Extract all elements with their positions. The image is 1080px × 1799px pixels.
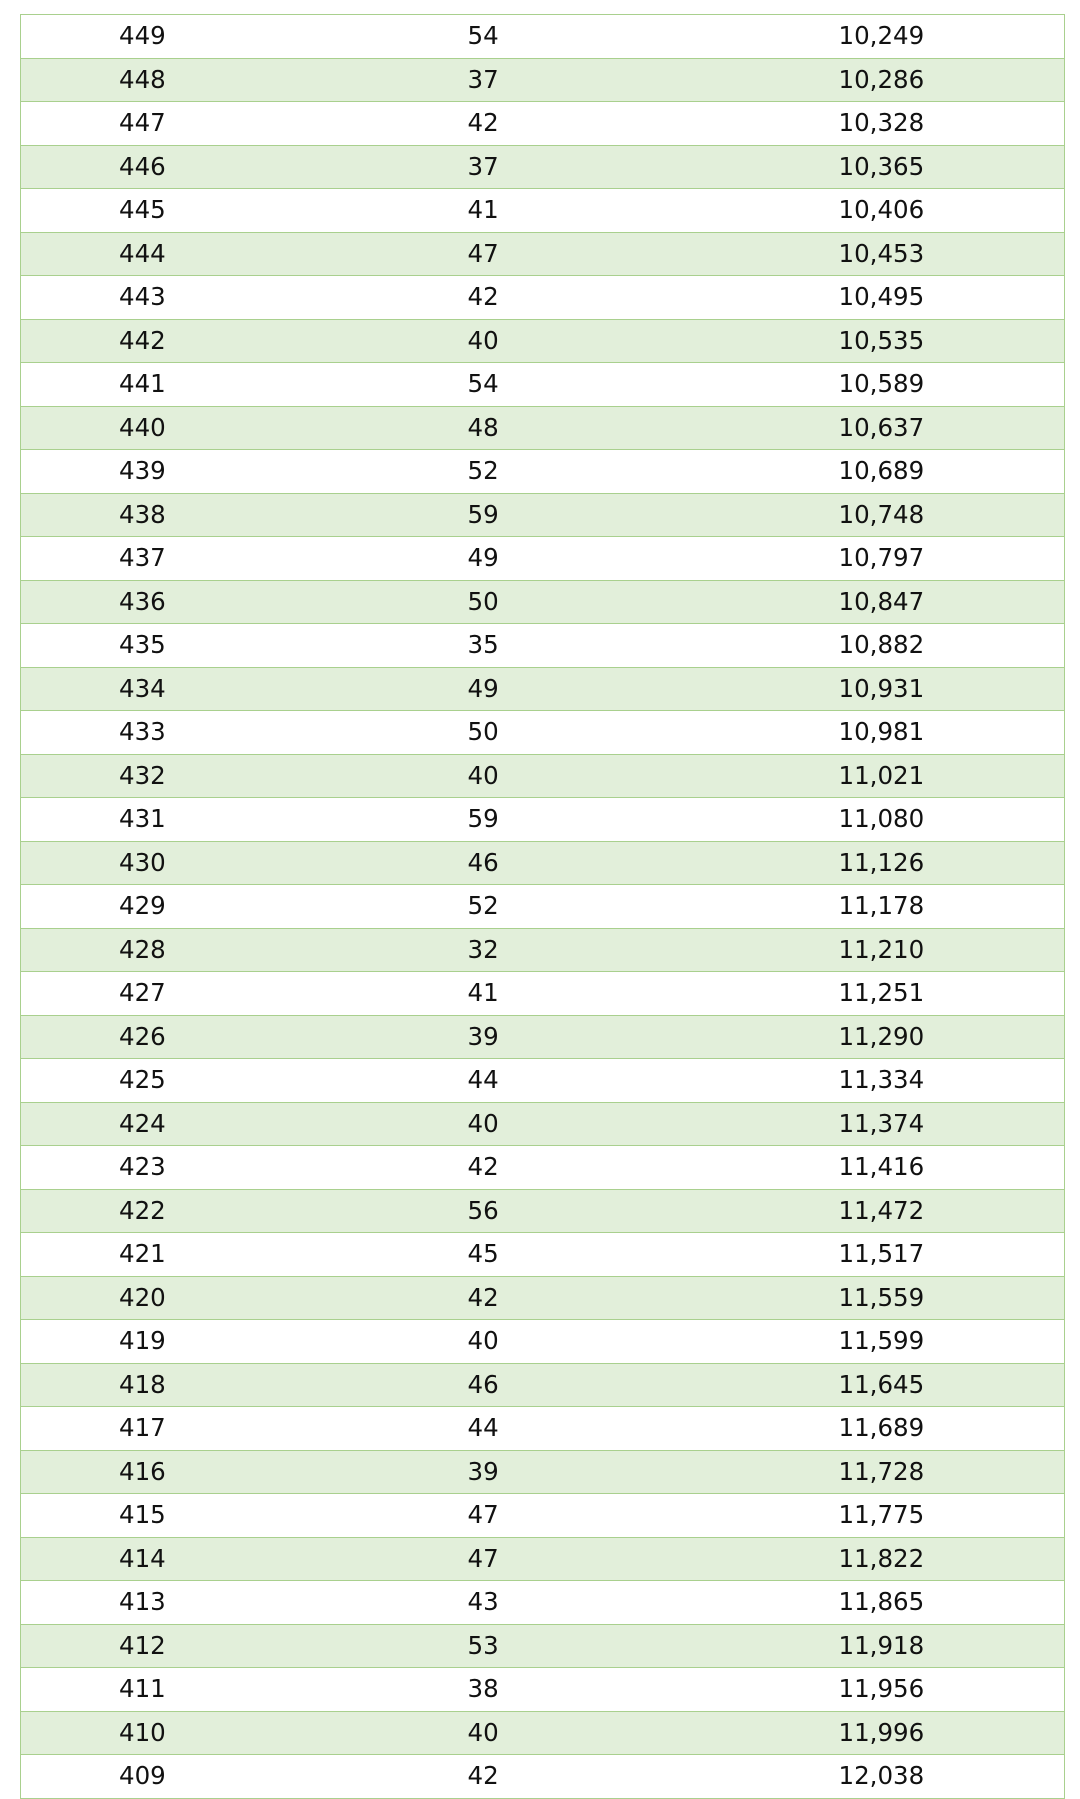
table-cell-col-2: 41 (264, 972, 661, 1016)
table-cell-col-2: 59 (264, 798, 661, 842)
table-cell-col-1: 430 (21, 841, 264, 885)
table-cell-col-3: 11,080 (661, 798, 1065, 842)
table-row (21, 363, 1065, 407)
table-cell-col-2: 47 (264, 1537, 661, 1581)
table-cell-col-3: 10,249 (661, 15, 1065, 59)
data-table (20, 14, 1065, 1799)
table-cell-col-1: 411 (21, 1668, 264, 1712)
table-cell-col-3: 11,822 (661, 1537, 1065, 1581)
table-cell-col-3: 10,535 (661, 319, 1065, 363)
table-row (21, 145, 1065, 189)
table-cell-col-1: 414 (21, 1537, 264, 1581)
table-row (21, 1102, 1065, 1146)
table-cell-col-1: 435 (21, 624, 264, 668)
table-cell-col-1: 433 (21, 711, 264, 755)
table-row (21, 972, 1065, 1016)
table-row (21, 754, 1065, 798)
table-cell-col-2: 37 (264, 58, 661, 102)
table-row (21, 841, 1065, 885)
table-cell-col-3: 10,847 (661, 580, 1065, 624)
table-cell-col-1: 424 (21, 1102, 264, 1146)
table-cell-col-3: 11,956 (661, 1668, 1065, 1712)
table-cell-col-1: 439 (21, 450, 264, 494)
table-cell-col-2: 59 (264, 493, 661, 537)
table-cell-col-3: 11,334 (661, 1059, 1065, 1103)
table-cell-col-2: 49 (264, 537, 661, 581)
table-row (21, 928, 1065, 972)
table-cell-col-2: 54 (264, 363, 661, 407)
table-cell-col-3: 11,775 (661, 1494, 1065, 1538)
table-cell-col-1: 437 (21, 537, 264, 581)
table-cell-col-1: 417 (21, 1407, 264, 1451)
table-cell-col-3: 11,599 (661, 1320, 1065, 1364)
table-cell-col-3: 12,038 (661, 1755, 1065, 1799)
table-row (21, 232, 1065, 276)
table-cell-col-2: 54 (264, 15, 661, 59)
table-cell-col-2: 43 (264, 1581, 661, 1625)
table-cell-col-3: 11,689 (661, 1407, 1065, 1451)
table-cell-col-2: 40 (264, 754, 661, 798)
table-row (21, 1711, 1065, 1755)
table-row (21, 1189, 1065, 1233)
table-cell-col-3: 10,495 (661, 276, 1065, 320)
table-row (21, 1624, 1065, 1668)
table-cell-col-3: 10,748 (661, 493, 1065, 537)
table-cell-col-3: 11,472 (661, 1189, 1065, 1233)
table-cell-col-3: 11,290 (661, 1015, 1065, 1059)
table-cell-col-1: 429 (21, 885, 264, 929)
table-cell-col-2: 35 (264, 624, 661, 668)
table-cell-col-1: 436 (21, 580, 264, 624)
table-cell-col-3: 10,981 (661, 711, 1065, 755)
table-cell-col-3: 11,021 (661, 754, 1065, 798)
table-cell-col-2: 44 (264, 1059, 661, 1103)
table-cell-col-2: 56 (264, 1189, 661, 1233)
table-row (21, 102, 1065, 146)
table-cell-col-2: 52 (264, 885, 661, 929)
table-row (21, 15, 1065, 59)
table-cell-col-3: 11,645 (661, 1363, 1065, 1407)
table-cell-col-2: 46 (264, 1363, 661, 1407)
table-cell-col-1: 415 (21, 1494, 264, 1538)
table-cell-col-2: 46 (264, 841, 661, 885)
table-row (21, 58, 1065, 102)
table-row (21, 1363, 1065, 1407)
table-cell-col-3: 11,251 (661, 972, 1065, 1016)
table-cell-col-1: 413 (21, 1581, 264, 1625)
table-row (21, 1668, 1065, 1712)
table-cell-col-1: 438 (21, 493, 264, 537)
table-cell-col-1: 449 (21, 15, 264, 59)
table-row (21, 1015, 1065, 1059)
table-row (21, 537, 1065, 581)
table-cell-col-1: 431 (21, 798, 264, 842)
table-cell-col-2: 42 (264, 1755, 661, 1799)
table-cell-col-3: 11,126 (661, 841, 1065, 885)
table-cell-col-1: 432 (21, 754, 264, 798)
table-cell-col-2: 41 (264, 189, 661, 233)
table-cell-col-2: 42 (264, 1146, 661, 1190)
table-row (21, 1494, 1065, 1538)
table-cell-col-2: 39 (264, 1450, 661, 1494)
table-cell-col-1: 426 (21, 1015, 264, 1059)
table-cell-col-3: 11,918 (661, 1624, 1065, 1668)
table-cell-col-1: 427 (21, 972, 264, 1016)
table-row (21, 885, 1065, 929)
table-cell-col-3: 10,589 (661, 363, 1065, 407)
table-cell-col-1: 423 (21, 1146, 264, 1190)
table-cell-col-3: 10,637 (661, 406, 1065, 450)
table-cell-col-1: 416 (21, 1450, 264, 1494)
table-cell-col-2: 42 (264, 276, 661, 320)
table-row (21, 493, 1065, 537)
table-row (21, 1320, 1065, 1364)
table-cell-col-3: 11,865 (661, 1581, 1065, 1625)
table-cell-col-2: 53 (264, 1624, 661, 1668)
table-cell-col-3: 10,328 (661, 102, 1065, 146)
table-cell-col-1: 445 (21, 189, 264, 233)
table-cell-col-3: 10,453 (661, 232, 1065, 276)
table-row (21, 1407, 1065, 1451)
table-cell-col-2: 38 (264, 1668, 661, 1712)
table-row (21, 189, 1065, 233)
table-row (21, 319, 1065, 363)
table-cell-col-3: 11,559 (661, 1276, 1065, 1320)
table-cell-col-3: 11,517 (661, 1233, 1065, 1277)
table-cell-col-2: 52 (264, 450, 661, 494)
table-body (21, 15, 1065, 1799)
table-cell-col-1: 446 (21, 145, 264, 189)
table-row (21, 798, 1065, 842)
table-row (21, 1755, 1065, 1799)
table-cell-col-3: 10,797 (661, 537, 1065, 581)
table-row (21, 1276, 1065, 1320)
table-cell-col-3: 10,286 (661, 58, 1065, 102)
table-cell-col-2: 40 (264, 319, 661, 363)
table-cell-col-2: 39 (264, 1015, 661, 1059)
table-cell-col-3: 10,689 (661, 450, 1065, 494)
table-cell-col-1: 419 (21, 1320, 264, 1364)
table-cell-col-2: 48 (264, 406, 661, 450)
table-row (21, 1059, 1065, 1103)
table-cell-col-1: 434 (21, 667, 264, 711)
table-cell-col-1: 441 (21, 363, 264, 407)
table-cell-col-1: 447 (21, 102, 264, 146)
table-cell-col-2: 49 (264, 667, 661, 711)
table-row (21, 276, 1065, 320)
table-row (21, 667, 1065, 711)
table-row (21, 1581, 1065, 1625)
table-cell-col-3: 11,210 (661, 928, 1065, 972)
table-row (21, 406, 1065, 450)
table-row (21, 1537, 1065, 1581)
table-cell-col-3: 10,931 (661, 667, 1065, 711)
table-cell-col-1: 428 (21, 928, 264, 972)
table-cell-col-1: 448 (21, 58, 264, 102)
table-cell-col-2: 40 (264, 1102, 661, 1146)
table-cell-col-3: 11,728 (661, 1450, 1065, 1494)
table-cell-col-2: 37 (264, 145, 661, 189)
table-cell-col-1: 410 (21, 1711, 264, 1755)
table-cell-col-2: 45 (264, 1233, 661, 1277)
table-row (21, 450, 1065, 494)
table-row (21, 1146, 1065, 1190)
table-cell-col-3: 11,178 (661, 885, 1065, 929)
table-cell-col-2: 42 (264, 1276, 661, 1320)
table-cell-col-2: 40 (264, 1711, 661, 1755)
table-row (21, 1233, 1065, 1277)
table-cell-col-2: 42 (264, 102, 661, 146)
table-cell-col-1: 442 (21, 319, 264, 363)
table-cell-col-1: 412 (21, 1624, 264, 1668)
table-cell-col-1: 425 (21, 1059, 264, 1103)
table-cell-col-1: 420 (21, 1276, 264, 1320)
table-cell-col-2: 47 (264, 1494, 661, 1538)
table-cell-col-2: 32 (264, 928, 661, 972)
table-cell-col-1: 443 (21, 276, 264, 320)
table-cell-col-1: 444 (21, 232, 264, 276)
table-cell-col-2: 44 (264, 1407, 661, 1451)
table-cell-col-3: 11,416 (661, 1146, 1065, 1190)
table-cell-col-2: 40 (264, 1320, 661, 1364)
table-cell-col-2: 50 (264, 580, 661, 624)
table-cell-col-1: 418 (21, 1363, 264, 1407)
table-cell-col-1: 409 (21, 1755, 264, 1799)
table-cell-col-3: 11,996 (661, 1711, 1065, 1755)
table-cell-col-3: 10,365 (661, 145, 1065, 189)
table-cell-col-3: 10,882 (661, 624, 1065, 668)
table-cell-col-1: 421 (21, 1233, 264, 1277)
table-row (21, 711, 1065, 755)
table-cell-col-2: 50 (264, 711, 661, 755)
table-row (21, 624, 1065, 668)
table-cell-col-1: 422 (21, 1189, 264, 1233)
table-cell-col-1: 440 (21, 406, 264, 450)
table-cell-col-3: 11,374 (661, 1102, 1065, 1146)
table-cell-col-3: 10,406 (661, 189, 1065, 233)
table-row (21, 580, 1065, 624)
table-row (21, 1450, 1065, 1494)
table-cell-col-2: 47 (264, 232, 661, 276)
